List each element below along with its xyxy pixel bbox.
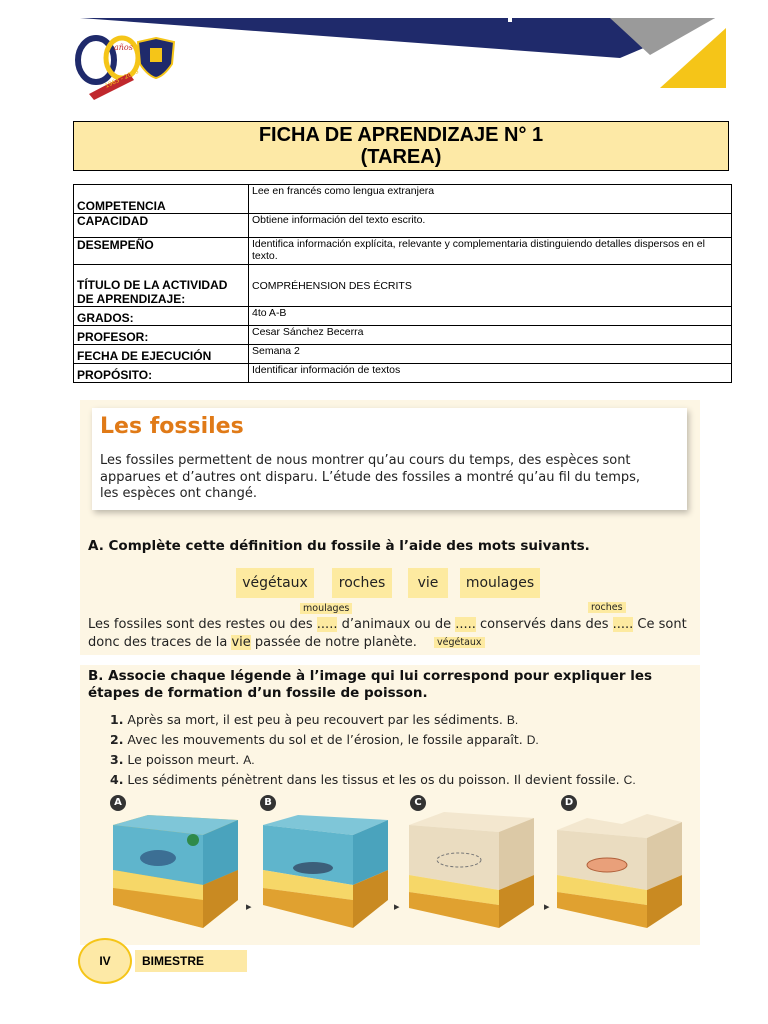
value-desempeno: Identifica información explícita, relevante y complementaria distinguiendo detalles dispersos en el texto. [249, 238, 732, 265]
arrow-icon: ▸ [394, 901, 400, 913]
step-answer: B. [506, 713, 519, 727]
section-a-title: A. Complète cette définition du fossile à l’aide des mots suivants. [88, 538, 590, 554]
value-competencia: Lee en francés como lengua extranjera [249, 185, 732, 214]
step-number: 4. [110, 772, 124, 787]
section-b-title: B. Associe chaque légende à l’image qui lui correspond pour expliquer les étapes de formation d’un fossile de poisson. [88, 668, 653, 701]
step-number: 1. [110, 712, 124, 727]
steps-list [110, 710, 636, 790]
definition-part: donc des traces de la [88, 635, 232, 650]
blank: ..... [455, 617, 476, 632]
value-proposito: Identificar información de textos [249, 364, 732, 383]
badge-a: A [110, 795, 126, 811]
list-item [110, 770, 636, 790]
list-item [110, 750, 636, 770]
bimestre-label: BIMESTRE [135, 950, 247, 972]
logo-text-years: 1963 - 2013 [103, 68, 140, 90]
table-row [74, 326, 732, 345]
step-answer: D. [526, 733, 539, 747]
badge-c: C [410, 795, 426, 811]
step-answer: A. [243, 753, 255, 767]
worksheet-title: FICHA DE APRENDIZAJE N° 1 [258, 124, 544, 146]
value-grados: 4to A-B [249, 307, 732, 326]
label-titulo: TÍTULO DE LA ACTIVIDAD DE APRENDIZAJE: [74, 265, 249, 307]
step-number: 2. [110, 732, 124, 747]
worksheet-subtitle: (TAREA) [360, 146, 442, 168]
label-grados: GRADOS: [74, 307, 249, 326]
step-number: 3. [110, 752, 124, 767]
definition-part: conservés dans des [475, 617, 613, 632]
fossils-intro: Les fossiles permettent de nous montrer qu’au cours du temps, des espèces sont apparues et d’autres ont disparu. L’étude des fossiles a montré qu’au fil du temps, les espèces ont changé. [100, 453, 641, 501]
definition-text [88, 616, 688, 652]
blank: ..... [316, 617, 338, 632]
badge-b: B [260, 795, 276, 811]
value-fecha: Semana 2 [249, 345, 732, 364]
label-competencia: COMPETENCIA [74, 185, 249, 214]
word-roches: roches [332, 568, 392, 598]
word-moulages: moulages [460, 568, 540, 598]
worksheet-title-box [73, 121, 729, 171]
definition-part: Ce sont [633, 617, 687, 632]
sediment-block-d [552, 810, 687, 930]
sediment-block-a [108, 810, 243, 930]
definition-part: passée de notre planète. [250, 635, 417, 650]
list-item [110, 710, 636, 730]
step-text: Les sédiments pénètrent dans les tissus et les os du poisson. Il devient fossile. [123, 772, 620, 787]
table-row [74, 364, 732, 383]
answer-tag-moulages: moulages [300, 603, 352, 614]
school-logo [74, 28, 184, 100]
label-fecha: FECHA DE EJECUCIÓN [74, 345, 249, 364]
answer-tag-roches: roches [588, 602, 626, 613]
label-capacidad: CAPACIDAD [74, 214, 249, 238]
arrow-icon: ▸ [246, 901, 252, 913]
answer-tag-vegetaux: végétaux [434, 637, 485, 648]
word-vegetaux: végétaux [236, 568, 314, 598]
filled-word-vie: vie [231, 635, 251, 650]
value-profesor: Cesar Sánchez Becerra [249, 326, 732, 345]
list-item [110, 730, 636, 750]
blank: ..... [612, 617, 634, 632]
table-row [74, 265, 732, 307]
info-table [73, 184, 732, 383]
word-vie: vie [408, 568, 448, 598]
table-row [74, 345, 732, 364]
label-proposito: PROPÓSITO: [74, 364, 249, 383]
label-profesor: PROFESOR: [74, 326, 249, 345]
table-row [74, 214, 732, 238]
definition-part: Les fossiles sont des restes ou des [88, 617, 317, 632]
value-titulo: COMPRÉHENSION DES ÉCRITS [249, 265, 732, 307]
value-capacidad: Obtiene información del texto escrito. [249, 214, 732, 238]
definition-part: d’animaux ou de [337, 617, 456, 632]
step-text: Après sa mort, il est peu à peu recouvert par les sédiments. [123, 712, 503, 727]
fossils-title: Les fossiles [100, 414, 244, 439]
logo-text-anos: años [114, 43, 133, 52]
bimestre-number: IV [78, 938, 132, 984]
arrow-icon: ▸ [544, 901, 550, 913]
sediment-block-c [404, 810, 539, 930]
sediment-block-b [258, 810, 393, 930]
label-desempeno: DESEMPEÑO [74, 238, 249, 265]
table-row [74, 307, 732, 326]
step-text: Avec les mouvements du sol et de l’érosion, le fossile apparaît. [123, 732, 523, 747]
table-row [74, 185, 732, 214]
step-text: Le poisson meurt. [123, 752, 240, 767]
section-divider [80, 655, 700, 665]
step-answer: C. [623, 773, 636, 787]
badge-d: D [561, 795, 577, 811]
table-row [74, 238, 732, 265]
